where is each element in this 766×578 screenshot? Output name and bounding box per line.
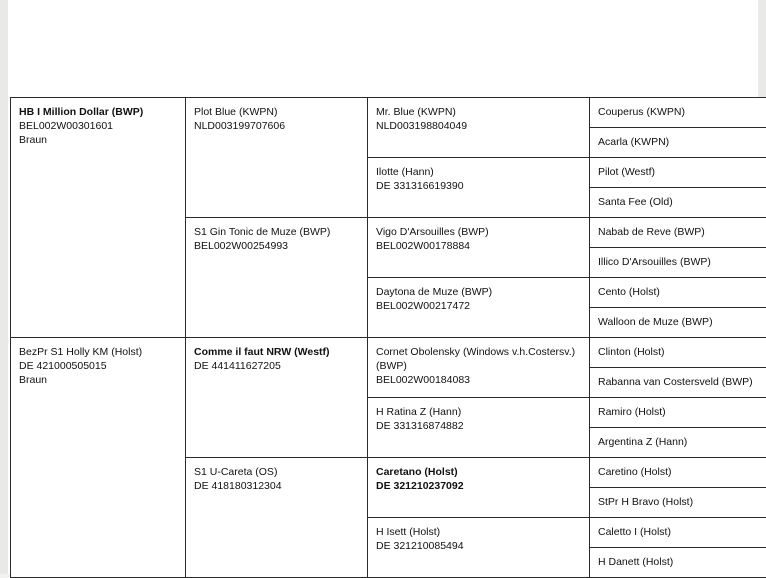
dam-gen1-cell [11, 338, 186, 578]
sire-gen3d-reg: BEL002W00217472 [376, 299, 581, 313]
dam-gen4-cell-7: Caletto I (Holst) [590, 518, 766, 548]
dam-gen3c-cell [368, 458, 590, 518]
dam-gen4-cell-3: Ramiro (Holst) [590, 398, 766, 428]
table-row [11, 98, 766, 128]
sire-gen3a-cell [368, 98, 590, 158]
sire-gen3d-cell [368, 278, 590, 338]
sire-gen3d-name: Daytona de Muze (BWP) [376, 285, 581, 299]
dam-gen4-cell-4: Argentina Z (Hann) [590, 428, 766, 458]
dam-gen3d-reg: DE 321210085494 [376, 539, 581, 553]
sire-gen2b-name: S1 Gin Tonic de Muze (BWP) [194, 225, 359, 239]
sire-gen2b-reg: BEL002W00254993 [194, 239, 359, 253]
sire-gen4-cell-2: Acarla (KWPN) [590, 128, 766, 158]
sire-gen4-cell-6: Illico D'Arsouilles (BWP) [590, 248, 766, 278]
sire-gen1-name: HB I Million Dollar (BWP) [19, 105, 177, 119]
sire-gen2a-reg: NLD003199707606 [194, 119, 359, 133]
dam-gen4-cell-6: StPr H Bravo (Holst) [590, 488, 766, 518]
dam-gen2a-cell [186, 338, 368, 458]
sire-gen3c-name: Vigo D'Arsouilles (BWP) [376, 225, 581, 239]
dam-gen3a-reg: BEL002W00184083 [376, 373, 581, 387]
dam-gen3b-reg: DE 331316874882 [376, 419, 581, 433]
dam-gen3c-reg: DE 321210237092 [376, 479, 581, 493]
sire-gen2a-name: Plot Blue (KWPN) [194, 105, 359, 119]
dam-gen3d-cell [368, 518, 590, 578]
dam-gen3a-cell [368, 338, 590, 398]
dam-gen3b-name: H Ratina Z (Hann) [376, 405, 581, 419]
dam-gen4-cell-1: Clinton (Holst) [590, 338, 766, 368]
sire-gen3b-name: Ilotte (Hann) [376, 165, 581, 179]
dam-gen3a-name: Cornet Obolensky (Windows v.h.Costersv.) (BWP) [376, 345, 581, 373]
sire-gen3a-reg: NLD003198804049 [376, 119, 581, 133]
dam-gen2b-name: S1 U-Careta (OS) [194, 465, 359, 479]
dam-gen4-cell-5: Caretino (Holst) [590, 458, 766, 488]
sire-gen4-cell-8: Walloon de Muze (BWP) [590, 308, 766, 338]
dam-gen1-color: Braun [19, 373, 177, 387]
sire-gen4-cell-7: Cento (Holst) [590, 278, 766, 308]
dam-gen1-name: BezPr S1 Holly KM (Holst) [19, 345, 177, 359]
sire-gen3c-reg: BEL002W00178884 [376, 239, 581, 253]
sire-gen3b-reg: DE 331316619390 [376, 179, 581, 193]
dam-gen2b-reg: DE 418180312304 [194, 479, 359, 493]
sire-gen3b-cell [368, 158, 590, 218]
dam-gen4-cell-8: H Danett (Holst) [590, 548, 766, 578]
sire-gen1-cell [11, 98, 186, 338]
page-left-edge [0, 0, 8, 574]
sire-gen1-reg: BEL002W00301601 [19, 119, 177, 133]
dam-gen3b-cell [368, 398, 590, 458]
sire-gen1-color: Braun [19, 133, 177, 147]
sire-gen3c-cell [368, 218, 590, 278]
sire-gen4-cell-4: Santa Fee (Old) [590, 188, 766, 218]
sire-gen4-cell-1: Couperus (KWPN) [590, 98, 766, 128]
dam-gen2a-reg: DE 441411627205 [194, 359, 359, 373]
table-row [11, 338, 766, 368]
dam-gen3d-name: H Isett (Holst) [376, 525, 581, 539]
sire-gen2b-cell [186, 218, 368, 338]
sire-gen3a-name: Mr. Blue (KWPN) [376, 105, 581, 119]
pedigree-table [10, 97, 766, 578]
sire-gen4-cell-3: Pilot (Westf) [590, 158, 766, 188]
dam-gen1-reg: DE 421000505015 [19, 359, 177, 373]
dam-gen4-cell-2: Rabanna van Costersveld (BWP) [590, 368, 766, 398]
sire-gen2a-cell [186, 98, 368, 218]
sire-gen4-cell-5: Nabab de Reve (BWP) [590, 218, 766, 248]
dam-gen3c-name: Caretano (Holst) [376, 465, 581, 479]
dam-gen2a-name: Comme il faut NRW (Westf) [194, 345, 359, 359]
dam-gen2b-cell [186, 458, 368, 578]
